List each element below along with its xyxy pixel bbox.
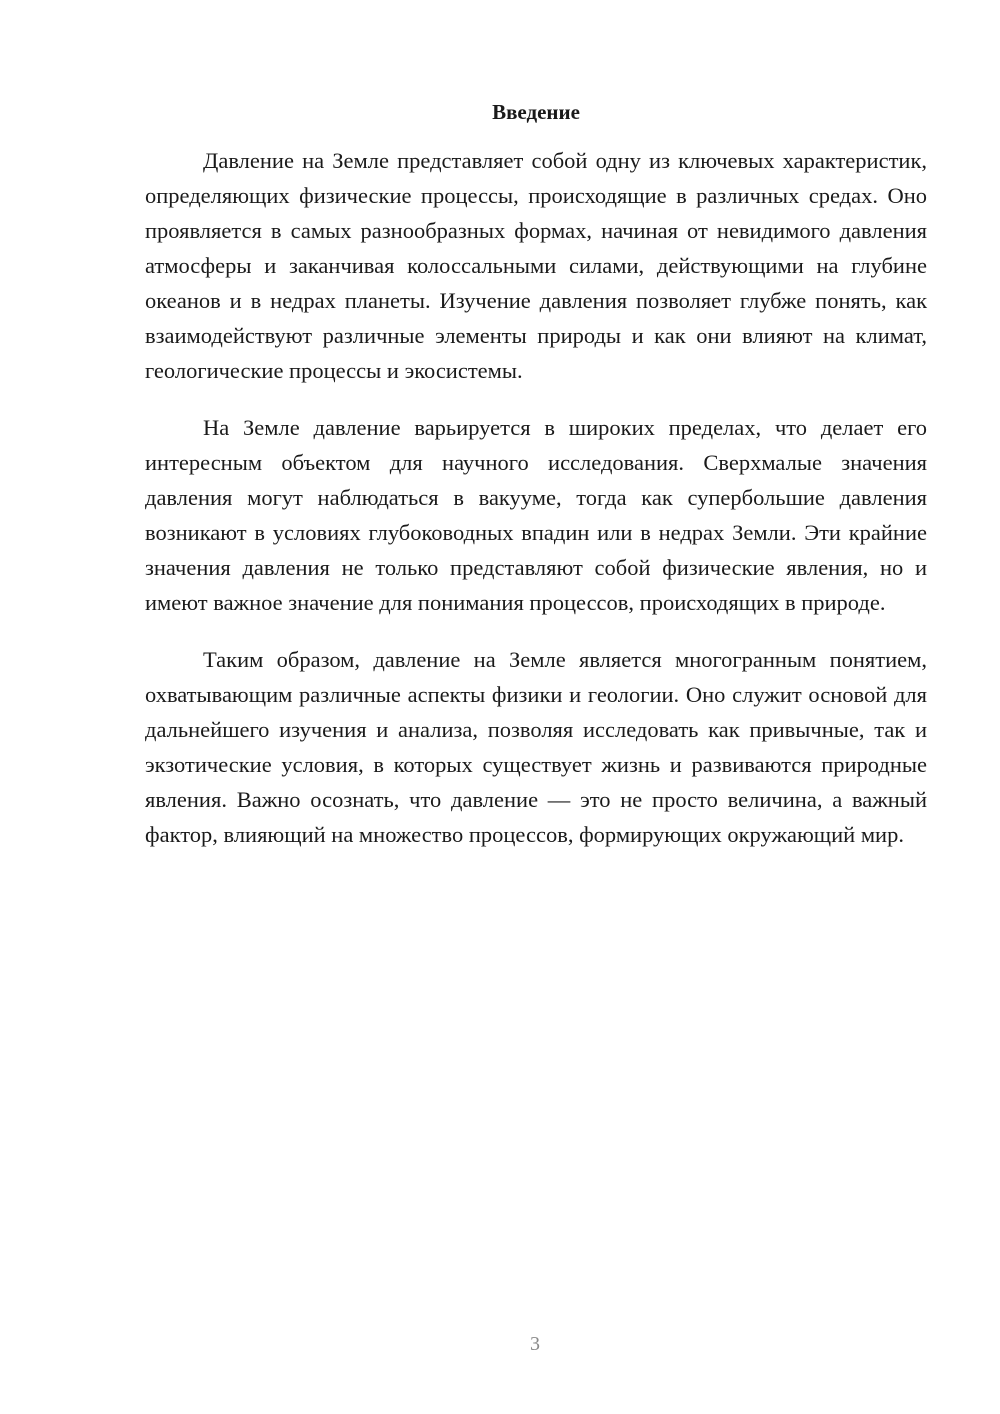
page-number: 3 — [530, 1333, 540, 1355]
body-text — [145, 143, 927, 874]
paragraph-3: Таким образом, давление на Земле является многогранным понятием, охватывающим различные аспекты физики и геологии. Оно служит основой для дальнейшего изучения и анализа, позволяя исследовать как привычные, так и экзотические условия, в которых существует жизнь и развиваются природные явления. Важно осознать, что давление — это не просто величина, а важный фактор, влияющий на множество процессов, формирующих окружающий мир. — [145, 647, 927, 847]
paragraph-1: Давление на Земле представляет собой одну из ключевых характеристик, определяющих физические процессы, происходящие в различных средах. Оно проявляется в самых разнообразных формах, начиная от невидимого давления атмосферы и заканчивая колоссальными силами, действующими на глубине океанов и в недрах планеты. Изучение давления позволяет глубже понять, как взаимодействуют различные элементы природы и как они влияют на климат, геологические процессы и экосистемы. — [145, 148, 927, 383]
paragraph-2: На Земле давление варьируется в широких пределах, что делает его интересным объектом для научного исследования. Сверхмалые значения давления могут наблюдаться в вакууме, тогда как супербольшие давления возникают в условиях глубоководных впадин или в недрах Земли. Эти крайние значения давления не только представляют собой физические явления, но и имеют важное значение для понимания процессов, происходящих в природе. — [145, 415, 927, 615]
section-heading: Введение — [492, 100, 580, 124]
